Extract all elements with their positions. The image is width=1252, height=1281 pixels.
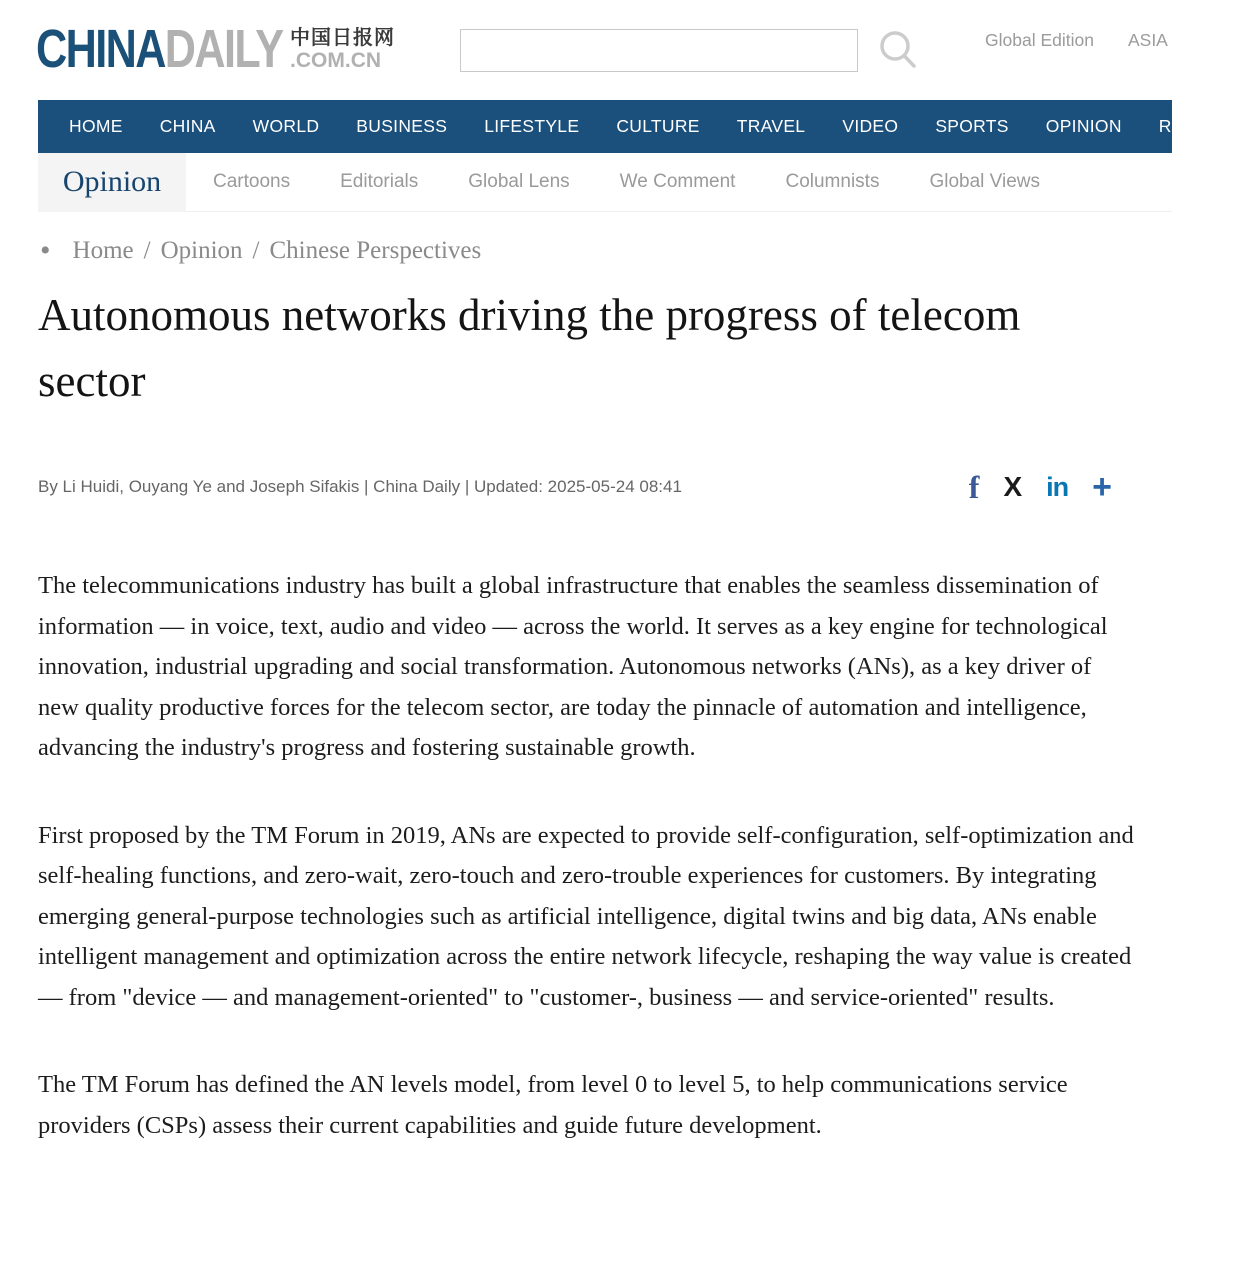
subnav-active-opinion[interactable]: Opinion [38,153,186,212]
breadcrumb-separator: / [252,237,260,264]
breadcrumb-separator: / [143,237,151,264]
nav-item-regional[interactable]: REGIONAL [1158,116,1252,136]
bullet-icon: • [40,234,51,267]
chinadaily-logo[interactable] [36,19,396,79]
global-edition-link[interactable]: Global Edition [985,30,1094,50]
search-icon[interactable] [874,26,922,79]
subnav-item-columnists[interactable]: Columnists [785,171,880,192]
article-paragraph: First proposed by the TM Forum in 2019, ANs are expected to provide self-configuration, self-optimization and self-healing functions, and zero-wait, zero-touch and zero-trouble experiences for customers. By integrating emerging general-purpose technologies such as artificial intelligence, digital twins and big data, ANs enable intelligent management and optimization across the entire network lifecycle, reshaping the way value is created — from "device — and management-oriented" to "customer-, business — and service-oriented" results. [38,821,1134,1011]
subnav-item-global-views[interactable]: Global Views [929,171,1040,192]
logo-daily-text: DAILY [164,19,283,79]
social-share-bar [969,470,1112,504]
logo-china-text: CHINA [36,19,165,79]
logo-chinese-characters: 中国日报网 [290,27,396,49]
breadcrumb-home[interactable]: Home [72,237,134,264]
nav-item-video[interactable]: VIDEO [842,116,899,136]
nav-item-lifestyle[interactable]: LIFESTYLE [484,116,580,136]
nav-item-opinion[interactable]: OPINION [1045,116,1122,136]
linkedin-icon[interactable]: in [1046,471,1069,502]
share-more-icon[interactable]: + [1092,468,1112,506]
site-header [0,0,1172,100]
logo-domain-text: .COM.CN [290,49,382,72]
nav-item-china[interactable]: CHINA [159,116,216,136]
subnav-item-we-comment[interactable]: We Comment [619,171,736,192]
logo-wordmark [36,19,283,79]
nav-item-travel[interactable]: TRAVEL [736,116,806,136]
facebook-icon[interactable]: f [968,469,980,505]
subnav-item-cartoons[interactable]: Cartoons [213,171,291,192]
subnav-item-global-lens[interactable]: Global Lens [468,171,570,192]
breadcrumb [40,232,1172,270]
x-twitter-icon[interactable]: X [1003,471,1023,502]
edition-links [985,30,1168,51]
article-paragraph: The telecommunications industry has built a global infrastructure that enables the seamless dissemination of information — in voice, text, audio and video — across the world. It serves as a key engine for technological innovation, industrial upgrading and social transformation. Autonomous networks (ANs), as a key driver of new quality productive forces for the telecom sector, are today the pinnacle of automation and intelligence, advancing the industry's progress and fostering sustainable growth. [38,572,1108,761]
region-asia-link[interactable]: ASIA [1127,30,1168,50]
article-paragraph: The TM Forum has defined the AN levels model, from level 0 to level 5, to help communications service providers (CSPs) assess their current capabilities and guide future development. [38,1071,1068,1139]
byline-row [38,470,1112,504]
logo-cn-block [290,24,395,72]
article-body [38,566,1138,1146]
nav-item-world[interactable]: WORLD [252,116,320,136]
breadcrumb-chinese-perspectives[interactable]: Chinese Perspectives [269,237,482,264]
nav-item-culture[interactable]: CULTURE [616,116,700,136]
nav-item-sports[interactable]: SPORTS [935,116,1009,136]
nav-item-business[interactable]: BUSINESS [356,116,448,136]
opinion-subnav [38,153,1172,212]
nav-item-home[interactable]: HOME [69,116,123,136]
article-byline: By Li Huidi, Ouyang Ye and Joseph Sifakis | China Daily | Updated: 2025-05-24 08:41 [38,477,682,496]
breadcrumb-opinion[interactable]: Opinion [160,237,243,264]
search-input[interactable] [460,29,858,72]
article-title: Autonomous networks driving the progress of telecom sector [38,290,1021,406]
subnav-item-editorials[interactable]: Editorials [340,171,419,192]
main-nav [38,100,1252,153]
